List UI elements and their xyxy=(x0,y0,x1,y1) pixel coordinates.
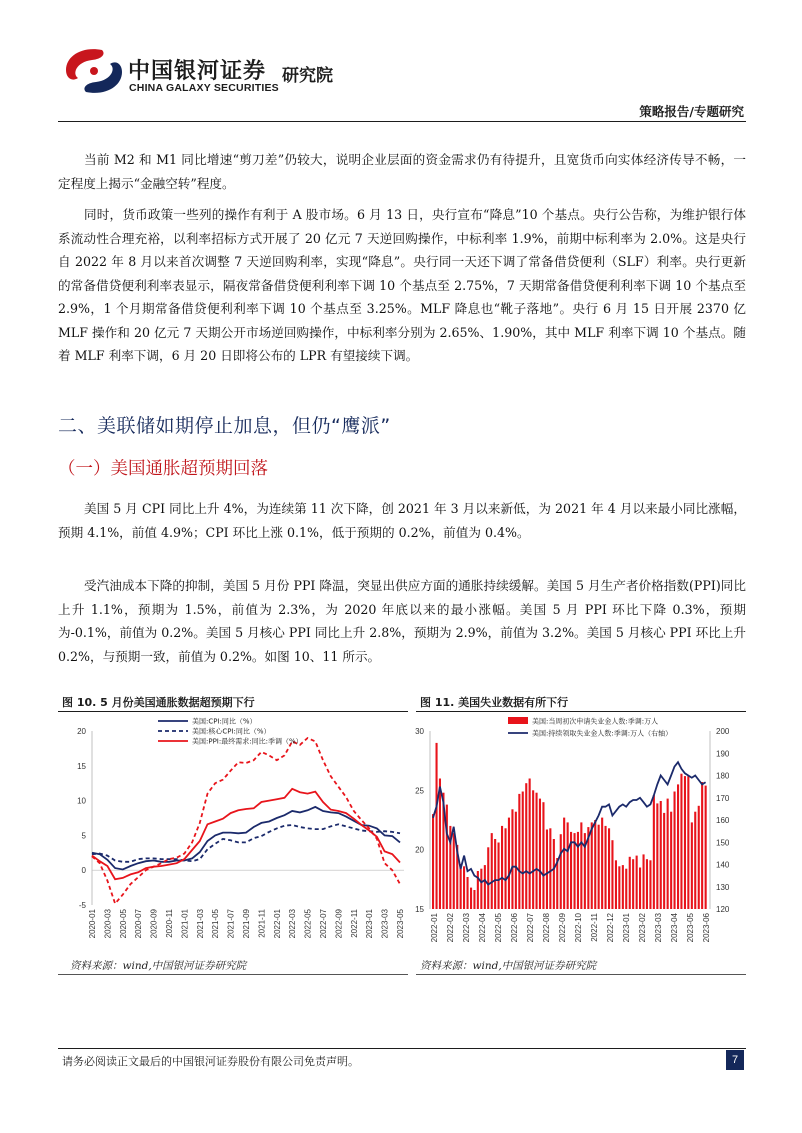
bar xyxy=(608,828,610,909)
bar xyxy=(636,856,638,909)
x-tick-label: 2022-10 xyxy=(574,913,583,943)
bar xyxy=(518,794,520,909)
bar xyxy=(522,792,524,910)
x-tick-label: 2020-09 xyxy=(149,909,159,939)
bar xyxy=(546,830,548,910)
paragraph-3: 美国 5 月 CPI 同比上升 4%，为连续第 11 次下降，创 2021 年 3 月以来新低，为 2021 年 4 月以来最小同比涨幅，预期 4.1%，前值 4.9%；CPI 环比上涨 0.1%，低于预期的 0.2%，前值为 0.4%。 xyxy=(58,501,746,540)
bar xyxy=(515,812,517,909)
x-tick-label: 2020-05 xyxy=(118,909,128,939)
chart-us-inflation xyxy=(58,713,408,957)
bar xyxy=(484,865,486,909)
legend-label-2: 美国:PPI:最终需求:同比:季调（%） xyxy=(192,737,303,746)
bar xyxy=(487,847,489,909)
bar xyxy=(653,795,655,909)
galaxy-logo-icon xyxy=(62,44,126,98)
x-tick-label: 2020-07 xyxy=(134,909,144,939)
series-line-0 xyxy=(92,807,400,870)
bar xyxy=(549,828,551,909)
bar xyxy=(529,779,531,910)
brand-name-en: CHINA GALAXY SECURITIES xyxy=(129,82,279,94)
series-line-1 xyxy=(92,824,400,862)
x-tick-label: 2023-03 xyxy=(380,909,390,939)
y-tick-label: 20 xyxy=(77,727,86,736)
bar xyxy=(491,833,493,909)
bar xyxy=(536,793,538,909)
bar xyxy=(663,813,665,909)
bar xyxy=(687,776,689,909)
figure-10-bottom-rule xyxy=(58,974,408,975)
x-tick-label: 2022-05 xyxy=(494,913,503,943)
y-tick-label: 10 xyxy=(77,796,86,806)
y-tick-label-left: 20 xyxy=(415,845,424,855)
x-tick-label: 2021-05 xyxy=(211,909,221,939)
bar xyxy=(629,857,631,909)
bar xyxy=(660,801,662,909)
legend-swatch-bar xyxy=(508,717,528,724)
bar xyxy=(553,839,555,909)
x-tick-label: 2022-01 xyxy=(430,913,439,943)
bar xyxy=(598,825,600,909)
report-type: 策略报告/专题研究 xyxy=(639,104,744,119)
bar xyxy=(470,888,472,909)
bar xyxy=(539,799,541,909)
x-tick-label: 2021-01 xyxy=(180,909,190,939)
bar xyxy=(694,812,696,909)
x-tick-label: 2021-11 xyxy=(257,909,267,938)
bar xyxy=(594,820,596,909)
bar xyxy=(667,799,669,909)
bar xyxy=(674,792,676,910)
bar xyxy=(480,869,482,909)
bar xyxy=(591,822,593,909)
y-tick-label: 5 xyxy=(81,831,86,841)
bar xyxy=(505,828,507,909)
paragraph-1: 当前 M2 和 M1 同比增速“剪刀差”仍较大，说明企业层面的资金需求仍有待提升，且宽货币向实体经济传导不畅，一定程度上揭示“金融空转”程度。 xyxy=(58,152,746,191)
paragraph-2: 同时，货币政策一些列的操作有利于 A 股市场。6 月 13 日，央行宣布“降息”10 个基点。央行公告称，为维护银行体系流动性合理充裕，以利率招标方式开展了 20 亿元 7 天逆回购操作，中标利率 1.9%，前期中标利率为 2.0%。这是央行自 2022 年 8 月以来首次调整 7 天逆回购利率，实现“降息”。央行同一天还下调了常备借贷便利（SLF）利率。央行更新的常备借贷便利利率表显示，隔夜常备借贷便利利率下调 10 个基点至 2.75%，7 天期常备借贷便利利率下调 10 个基点至 2.9%，1 个月期常备借贷便利利率下调 10 个基点至 3.25%。MLF 降息也“靴子落地”。央行 6 月 15 日开展 2370 亿 MLF 操作和 20 亿元 7 天期公开市场逆回购操作，中标利率分别为 2.65%、1.90%，其中 MLF 利率下调 10 个基点。随着 MLF 利率下调，6 月 20 日即将公布的 LPR 有望接续下调。 xyxy=(58,207,746,363)
footer-divider xyxy=(58,1048,746,1049)
bar xyxy=(684,776,686,909)
bar xyxy=(525,783,527,909)
y-tick-label-right: 160 xyxy=(716,816,730,825)
x-tick-label: 2022-02 xyxy=(446,913,455,943)
page-number: 7 xyxy=(726,1050,744,1070)
x-tick-label: 2023-04 xyxy=(670,913,679,943)
y-tick-label-right: 180 xyxy=(716,771,730,781)
bar xyxy=(463,866,465,909)
x-tick-label: 2023-05 xyxy=(396,909,405,939)
x-tick-label: 2022-11 xyxy=(349,909,359,938)
y-tick-label-right: 150 xyxy=(716,838,730,848)
x-tick-label: 2023-01 xyxy=(365,909,375,939)
brand-institute: 研究院 xyxy=(282,66,333,86)
legend-label-1: 美国:核心CPI:同比（%） xyxy=(192,727,271,736)
bar xyxy=(494,839,496,909)
figure-11-title: 图 11. 美国失业数据有所下行 xyxy=(420,696,569,709)
bar xyxy=(556,858,558,909)
bar xyxy=(646,859,648,909)
figure-10-source: 资料来源：wind,中国银河证券研究院 xyxy=(70,960,247,972)
bar xyxy=(639,868,641,910)
bar xyxy=(439,779,441,910)
bar xyxy=(670,812,672,909)
bar xyxy=(563,818,565,909)
chart-us-unemployment xyxy=(400,713,746,957)
bar xyxy=(605,826,607,909)
bar xyxy=(698,806,700,909)
bar xyxy=(701,782,703,909)
bar xyxy=(460,864,462,909)
bar xyxy=(508,818,510,909)
brand-name-cn: 中国银河证券 xyxy=(128,59,267,84)
x-tick-label: 2023-06 xyxy=(702,913,711,943)
bar xyxy=(436,743,438,909)
figure-10-title: 图 10. 5 月份美国通胀数据超预期下行 xyxy=(62,696,255,709)
legend-label-line: 美国:持续领取失业金人数:季调:万人（右轴） xyxy=(532,729,673,738)
x-tick-label: 2022-05 xyxy=(303,909,313,939)
x-tick-label: 2021-03 xyxy=(195,909,205,939)
y-tick-label: -5 xyxy=(78,901,86,910)
bar xyxy=(577,832,579,909)
y-tick-label-right: 120 xyxy=(716,905,730,914)
bar xyxy=(560,834,562,909)
bar xyxy=(691,822,693,909)
x-tick-label: 2022-08 xyxy=(542,913,551,943)
x-tick-label: 2021-07 xyxy=(226,909,236,939)
header-divider xyxy=(58,121,746,122)
bar xyxy=(632,859,634,909)
subsection-heading: （一）美国通胀超预期回落 xyxy=(58,459,268,479)
x-tick-label: 2020-03 xyxy=(103,909,113,939)
x-tick-label: 2022-06 xyxy=(510,913,519,943)
bar xyxy=(542,802,544,909)
x-tick-label: 2023-02 xyxy=(638,913,647,943)
x-tick-label: 2022-07 xyxy=(319,909,328,939)
y-tick-label: 0 xyxy=(81,866,86,876)
bar xyxy=(453,833,455,909)
paragraph-4: 受汽油成本下降的抑制，美国 5 月份 PPI 降温，突显出供应方面的通胀持续缓解。美国 5 月生产者价格指数(PPI)同比上升 1.1%，预期为 1.5%，前值为 2.3%，为 2020 年底以来的最小涨幅。美国 5 月 PPI 环比下降 0.3%，预期为-0.1%，前值为 0.2%。美国 5 月核心 PPI 同比上升 2.8%，预期为 2.9%，前值为 3.2%。美国 5 月核心 PPI 环比上升 0.2%，与预期一致，前值为 0.2%。如图 10、11 所示。 xyxy=(58,578,746,664)
bar xyxy=(532,790,534,909)
bar xyxy=(649,860,651,909)
x-tick-label: 2022-03 xyxy=(288,909,298,939)
x-tick-label: 2020-01 xyxy=(88,909,97,939)
x-tick-label: 2022-04 xyxy=(478,913,487,943)
bar xyxy=(643,854,645,909)
y-tick-label-right: 190 xyxy=(716,749,730,759)
y-tick-label-right: 200 xyxy=(716,727,730,736)
y-tick-label-left: 15 xyxy=(415,905,424,914)
bar xyxy=(467,877,469,909)
bar xyxy=(705,786,707,909)
x-tick-label: 2023-05 xyxy=(686,913,695,943)
x-tick-label: 2021-09 xyxy=(242,909,251,939)
bar xyxy=(432,814,434,909)
x-tick-label: 2020-11 xyxy=(165,909,174,938)
bar xyxy=(656,803,658,909)
bar xyxy=(601,818,603,909)
x-tick-label: 2022-01 xyxy=(272,909,282,939)
bar xyxy=(498,843,500,910)
bar xyxy=(580,822,582,909)
y-tick-label-left: 25 xyxy=(415,786,424,796)
x-tick-label: 2022-11 xyxy=(590,913,599,942)
y-tick-label-right: 140 xyxy=(716,860,730,870)
bar xyxy=(618,866,620,909)
y-tick-label-left: 30 xyxy=(415,727,424,736)
x-tick-label: 2022-12 xyxy=(606,913,615,943)
figure-11-bottom-rule xyxy=(416,974,746,975)
y-tick-label: 15 xyxy=(77,761,86,771)
figure-10-rule xyxy=(58,711,408,712)
bar xyxy=(611,840,613,909)
x-tick-label: 2022-03 xyxy=(462,913,471,943)
bar xyxy=(501,826,503,909)
bar xyxy=(615,860,617,909)
disclaimer-note: 请务必阅读正文最后的中国银河证券股份有限公司免责声明。 xyxy=(62,1055,359,1068)
figure-11-rule xyxy=(416,711,746,712)
y-tick-label-right: 130 xyxy=(716,882,730,892)
section-heading: 二、美联储如期停止加息，但仍“鹰派” xyxy=(58,415,391,437)
x-tick-label: 2023-03 xyxy=(654,913,663,943)
series-line-2 xyxy=(92,789,400,879)
legend-label-bar: 美国:当周初次申请失业金人数:季调:万人 xyxy=(532,717,659,726)
bar xyxy=(511,809,513,909)
bar xyxy=(677,784,679,909)
x-tick-label: 2023-01 xyxy=(622,913,631,943)
y-tick-label-right: 170 xyxy=(716,793,730,803)
x-tick-label: 2022-07 xyxy=(526,913,535,943)
figure-11-source: 资料来源：wind,中国银河证券研究院 xyxy=(420,960,597,972)
bar xyxy=(625,869,627,909)
bar xyxy=(473,890,475,909)
bar xyxy=(680,774,682,909)
legend-label-0: 美国:CPI:同比（%） xyxy=(192,717,257,726)
bar xyxy=(567,822,569,909)
x-tick-label: 2022-09 xyxy=(558,913,567,943)
bar xyxy=(622,865,624,909)
x-tick-label: 2022-09 xyxy=(334,909,344,939)
